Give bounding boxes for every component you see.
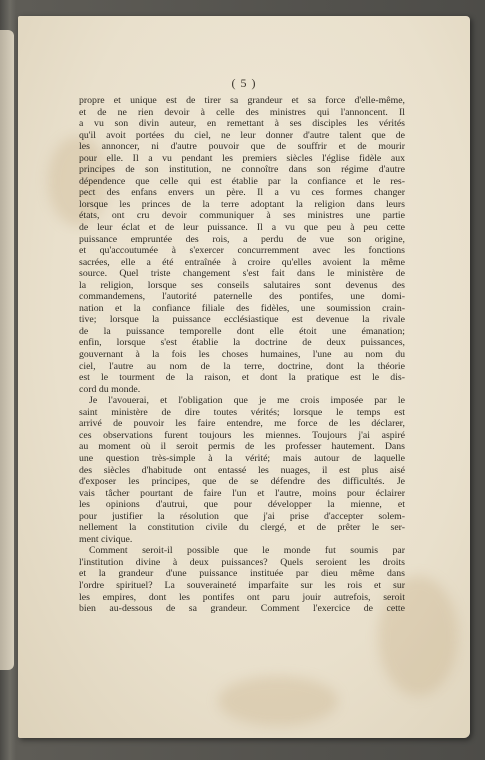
text-line: vais tâcher pourtant de faire l'un et l'autre, moins pour éclairer bbox=[79, 487, 405, 499]
text-line: la religion, lorsque ses conseils salutaires sont devenus des bbox=[79, 279, 405, 291]
text-line: gouvernant à la fois les choses humaines, l'une au nom du bbox=[79, 349, 405, 361]
text-line: ment civique. bbox=[79, 533, 133, 545]
text-line: commandemens, l'autorité paternelle des pontifes, une domi- bbox=[79, 291, 405, 303]
text-line: les opinions d'autrui, que pour développer la mienne, et bbox=[79, 499, 405, 511]
text-line: et de ne rien devoir à celle des ministres qui l'annoncent. Il bbox=[79, 106, 405, 118]
text-line: puissance empruntée des rois, a perdu de vue son origine, bbox=[79, 233, 405, 245]
text-line: d'exposer les principes, que de se défendre des difficultés. Je bbox=[79, 476, 405, 488]
text-line: ciel, l'autre au nom de la terre, doctrine, dont la théorie bbox=[79, 360, 405, 372]
text-line: lorsque les princes de la terre adoptant la religion dans leurs bbox=[79, 198, 405, 210]
text-line: arrivé de pouvoir les faire entendre, me force de les déclarer, bbox=[79, 418, 405, 430]
paper-stain bbox=[218, 676, 338, 726]
body-text bbox=[79, 95, 405, 615]
document-page bbox=[18, 16, 470, 738]
text-line: l'institution divine à deux puissances? Quels seroient les droits bbox=[79, 556, 405, 568]
text-line: et qu'accoutumée à s'exercer concurremment avec les fonctions bbox=[79, 245, 405, 257]
text-line: de leur éclat et de leur puissance. Il a vu que peu à peu cette bbox=[79, 222, 405, 234]
text-line: sacrées, elle a été entraînée à croire qu'elles avoient la même bbox=[79, 256, 405, 268]
text-line: ces observations furent toujours les miennes. Toujours j'ai aspiré bbox=[79, 429, 405, 441]
text-line: pect des enfans envers un père. Il a vu ces formes changer bbox=[79, 187, 405, 199]
text-line: au moment où il seroit permis de les professer hautement. Dans bbox=[79, 441, 405, 453]
text-line: états, ont cru devoir communiquer à ses ministres une partie bbox=[79, 210, 405, 222]
text-line: nation et la confiance filiale des fidèles, une soumission crain- bbox=[79, 302, 405, 314]
text-line: qu'il avoit portées du ciel, ne leur donner d'autre talent que de bbox=[79, 129, 405, 141]
text-line: est le tourment de la raison, et dont la pratique est le dis- bbox=[79, 372, 405, 384]
text-line: et la grandeur d'une puissance instituée par dieu même dans bbox=[79, 568, 405, 580]
text-line: a vu son divin auteur, en remettant à ses disciples les vérités bbox=[79, 118, 405, 130]
text-line: bien au-dessous de sa grandeur. Comment l'exercice de cette bbox=[79, 603, 405, 615]
text-line: une question très-simple à la vérité; mais autour de laquelle bbox=[79, 452, 405, 464]
text-line: de la puissance temporelle dont elle étoit une émanation; bbox=[79, 325, 405, 337]
text-line: cord du monde. bbox=[79, 383, 141, 395]
text-line: les annoncer, ni d'autre pouvoir que de souffrir et de mourir bbox=[79, 141, 405, 153]
text-line: des siècles d'habitude ont entassé les nuages, il est plus aisé bbox=[79, 464, 405, 476]
facing-page-edge bbox=[0, 30, 14, 670]
text-line: pour elle. Il a vu pendant les premiers siècles l'église fidèle aux bbox=[79, 152, 405, 164]
text-line: Comment seroit-il possible que le monde fut soumis par bbox=[89, 545, 405, 557]
text-line: enfin, lorsque s'est établie la doctrine de deux puissances, bbox=[79, 337, 405, 349]
text-line: principes de son institution, ne connoître dans son régime d'autre bbox=[79, 164, 405, 176]
text-line: tive; lorsque la puissance ecclésiastique est devenue la rivale bbox=[79, 314, 405, 326]
text-line: les empires, dont les pontifes ont paru jouir autrefois, seroit bbox=[79, 591, 405, 603]
text-line: Je l'avouerai, et l'obligation que je me crois imposée par le bbox=[89, 395, 405, 407]
text-line: saint ministère de dire toutes vérités; lorsque le temps est bbox=[79, 406, 405, 418]
text-line: pour justifier la résolution que j'ai prise d'accepter solem- bbox=[79, 510, 405, 522]
text-line: nellement la constitution civile du clergé, et de prêter le ser- bbox=[79, 522, 405, 534]
page-number: ( 5 ) bbox=[231, 76, 257, 90]
text-line: source. Quel triste changement s'est fait dans le ministère de bbox=[79, 268, 405, 280]
text-line: l'ordre spirituel? La souveraineté imparfaite sur les rois et sur bbox=[79, 579, 405, 591]
text-line: propre et unique est de tirer sa grandeur et sa force d'elle-même, bbox=[79, 95, 405, 106]
text-line: dépendence que celle qui est établie par la confiance et le res- bbox=[79, 175, 405, 187]
